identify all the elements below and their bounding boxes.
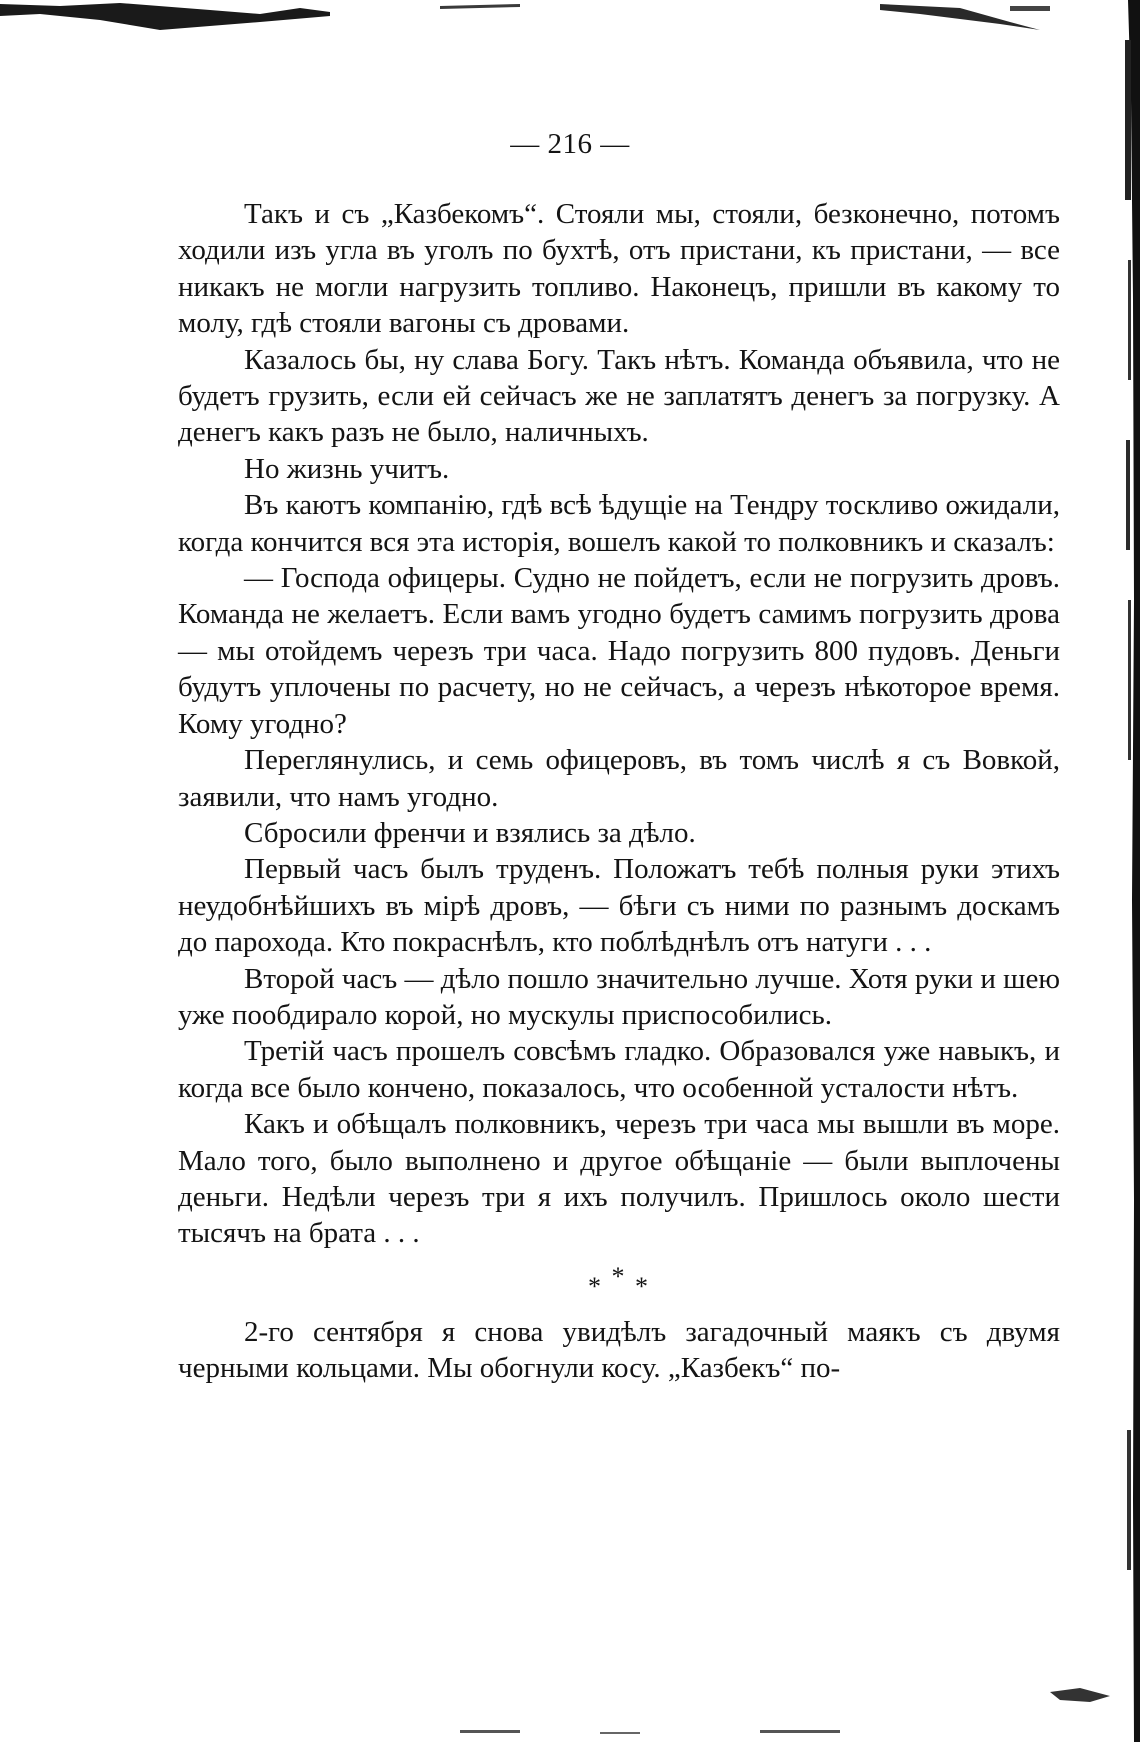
paragraph-3: Но жизнь учитъ.: [244, 452, 450, 485]
asterisk-middle: *: [611, 1261, 627, 1291]
paragraph-11: Какъ и обѣщалъ полковникъ, черезъ три часа мы вышли въ море. Мало того, было выполнено и другое обѣщаніе — были выплочены деньги. Недѣли черезъ три я ихъ получилъ. Пришлось около шести тысячъ на брата . . .: [178, 1108, 1060, 1250]
paragraph-10: Третій часъ прошелъ совсѣмъ гладко. Образовался уже навыкъ, и когда все было кончено, показалось, что особенной усталости нѣтъ.: [178, 1035, 1060, 1104]
paragraph-8: Первый часъ былъ труденъ. Положатъ тебѣ полныя руки этихъ неудобнѣйшихъ въ мірѣ дровъ, — бѣги съ ними по разнымъ доскамъ до парохода. Кто покраснѣлъ, кто поблѣднѣлъ отъ натуги . . .: [178, 853, 1060, 959]
paragraph-1: Такъ и съ „Казбекомъ“. Стояли мы, стояли, безконечно, потомъ ходили изъ угла въ уголъ по бухтѣ, отъ пристани, къ пристани, — все никакъ не могли нагрузить топливо. Наконецъ, пришли въ какому то молу, гдѣ стояли вагоны съ дровами.: [178, 198, 1060, 340]
body-text: [178, 196, 1060, 1387]
asterisk-left: *: [588, 1271, 603, 1301]
paragraph-9: Второй часъ — дѣло пошло значительно лучше. Хотя руки и шею уже пообдирало корой, но мускулы приспособились.: [178, 962, 1060, 1031]
page-number: — 216 —: [510, 128, 630, 160]
asterisk-right: *: [635, 1271, 650, 1301]
paragraph-5-dialogue: — Господа офицеры. Судно не пойдетъ, если не погрузить дровъ. Команда не желаетъ. Если вамъ угодно будетъ самимъ погрузить дрова — мы отойдемъ черезъ три часа. Надо погрузить 800 пудовъ. Деньги будутъ уплочены по расчету, но не сейчасъ, а черезъ нѣкоторое время. Кому угодно?: [178, 562, 1060, 740]
scan-edge-right: [1084, 0, 1140, 1742]
paragraph-4: Въ каютъ компанію, гдѣ всѣ ѣдущіе на Тендру тоскливо ожидали, когда кончится вся эта исторія, вошелъ какой то полковникъ и сказалъ:: [178, 489, 1060, 558]
paragraph-2: Казалось бы, ну слава Богу. Такъ нѣтъ. Команда объявила, что не будетъ грузить, если ей сейчасъ же не заплатятъ денегъ за погрузку. А денегъ какъ разъ не было, наличныхъ.: [178, 343, 1060, 449]
paragraph-6: Переглянулись, и семь офицеровъ, въ томъ числѣ я съ Вовкой, заявили, что намъ угодно.: [178, 744, 1060, 813]
paragraph-final: 2-го сентября я снова увидѣлъ загадочный маякъ съ двумя черными кольцами. Мы обогнули косу. „Казбекъ“ по-: [178, 1315, 1060, 1385]
scan-edge-bottom: [0, 1672, 1140, 1742]
scan-edge-top: [0, 0, 1140, 38]
section-separator-asterisks: [178, 1261, 1060, 1301]
paragraph-7: Сбросили френчи и взялись за дѣло.: [244, 816, 696, 849]
